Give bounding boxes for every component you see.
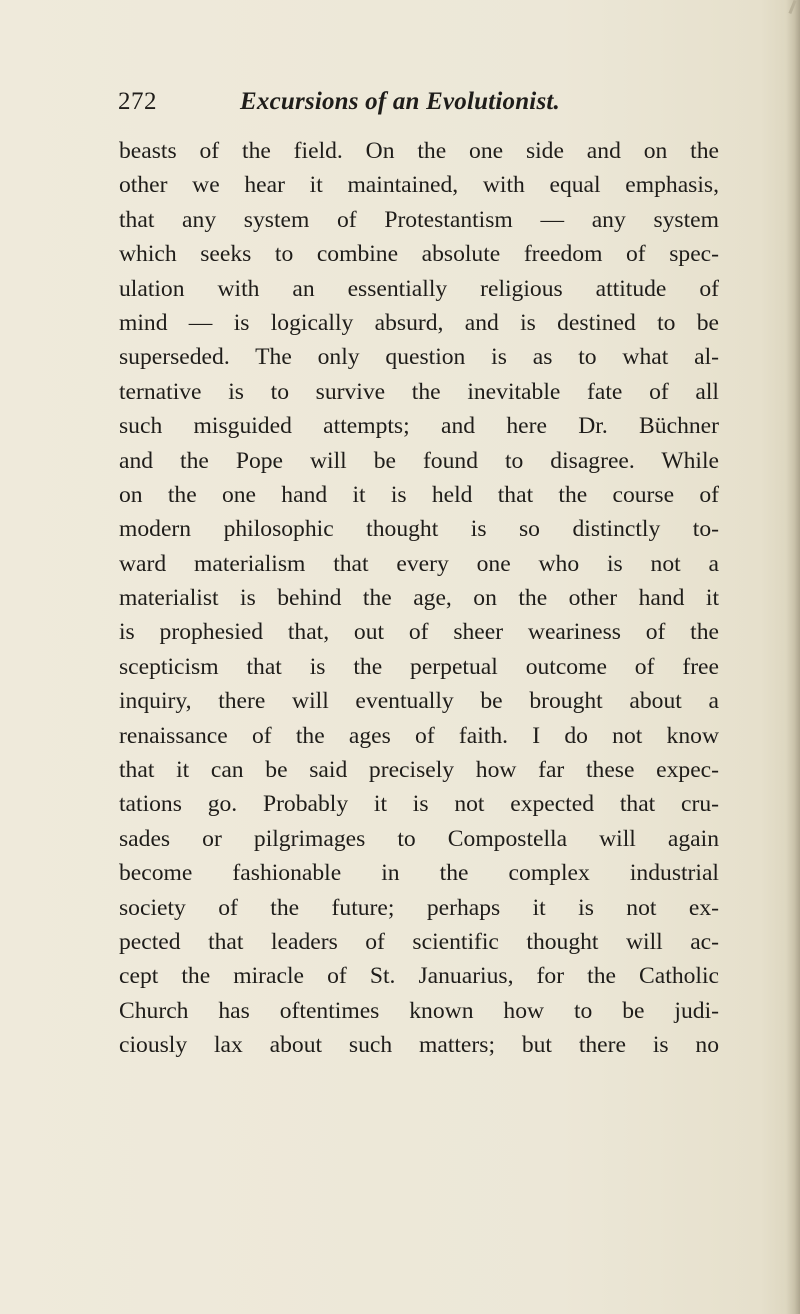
text-line: superseded. The only question is as to what al-	[119, 344, 719, 371]
text-line: ciously lax about such matters; but there is no	[119, 1032, 719, 1059]
text-line: tations go. Probably it is not expected that cru-	[119, 791, 719, 818]
text-line: pected that leaders of scientific thought will ac-	[119, 928, 719, 955]
text-line: which seeks to combine absolute freedom of spec-	[119, 241, 719, 268]
text-line: inquiry, there will eventually be brought about a	[119, 688, 719, 715]
page-edge-shadow	[786, 0, 800, 1314]
running-title: Excursions of an Evolutionist.	[240, 88, 560, 115]
text-line: that it can be said precisely how far these expec-	[119, 757, 719, 784]
text-line: Church has oftentimes known how to be judi-	[119, 997, 719, 1024]
text-line: sades or pilgrimages to Compostella will again	[119, 825, 719, 852]
text-line: scepticism that is the perpetual outcome of free	[119, 653, 719, 680]
text-line: become fashionable in the complex industrial	[119, 860, 719, 887]
text-line: and the Pope will be found to disagree. While	[119, 447, 719, 474]
text-line: other we hear it maintained, with equal emphasis,	[119, 172, 719, 199]
text-line: ulation with an essentially religious attitude of	[119, 275, 719, 302]
text-line: modern philosophic thought is so distinctly to-	[119, 516, 719, 543]
text-line: renaissance of the ages of faith. I do not know	[119, 722, 719, 749]
text-line: ward materialism that every one who is not a	[119, 550, 719, 577]
text-line: ternative is to survive the inevitable fate of all	[119, 378, 719, 405]
body-text	[119, 134, 719, 1063]
running-head	[118, 84, 698, 120]
text-line: is prophesied that, out of sheer weariness of the	[119, 619, 719, 646]
text-line: materialist is behind the age, on the other hand it	[119, 585, 719, 612]
text-line: society of the future; perhaps it is not ex-	[119, 894, 719, 921]
page-number: 272	[118, 88, 157, 115]
text-line: that any system of Protestantism — any system	[119, 206, 719, 233]
text-line: on the one hand it is held that the course of	[119, 481, 719, 508]
text-line: cept the miracle of St. Januarius, for the Catholic	[119, 963, 719, 990]
text-line: beasts of the field. On the one side and on the	[119, 138, 719, 164]
text-line: such misguided attempts; and here Dr. Büchner	[119, 413, 719, 440]
text-line: mind — is logically absurd, and is destined to be	[119, 309, 719, 336]
